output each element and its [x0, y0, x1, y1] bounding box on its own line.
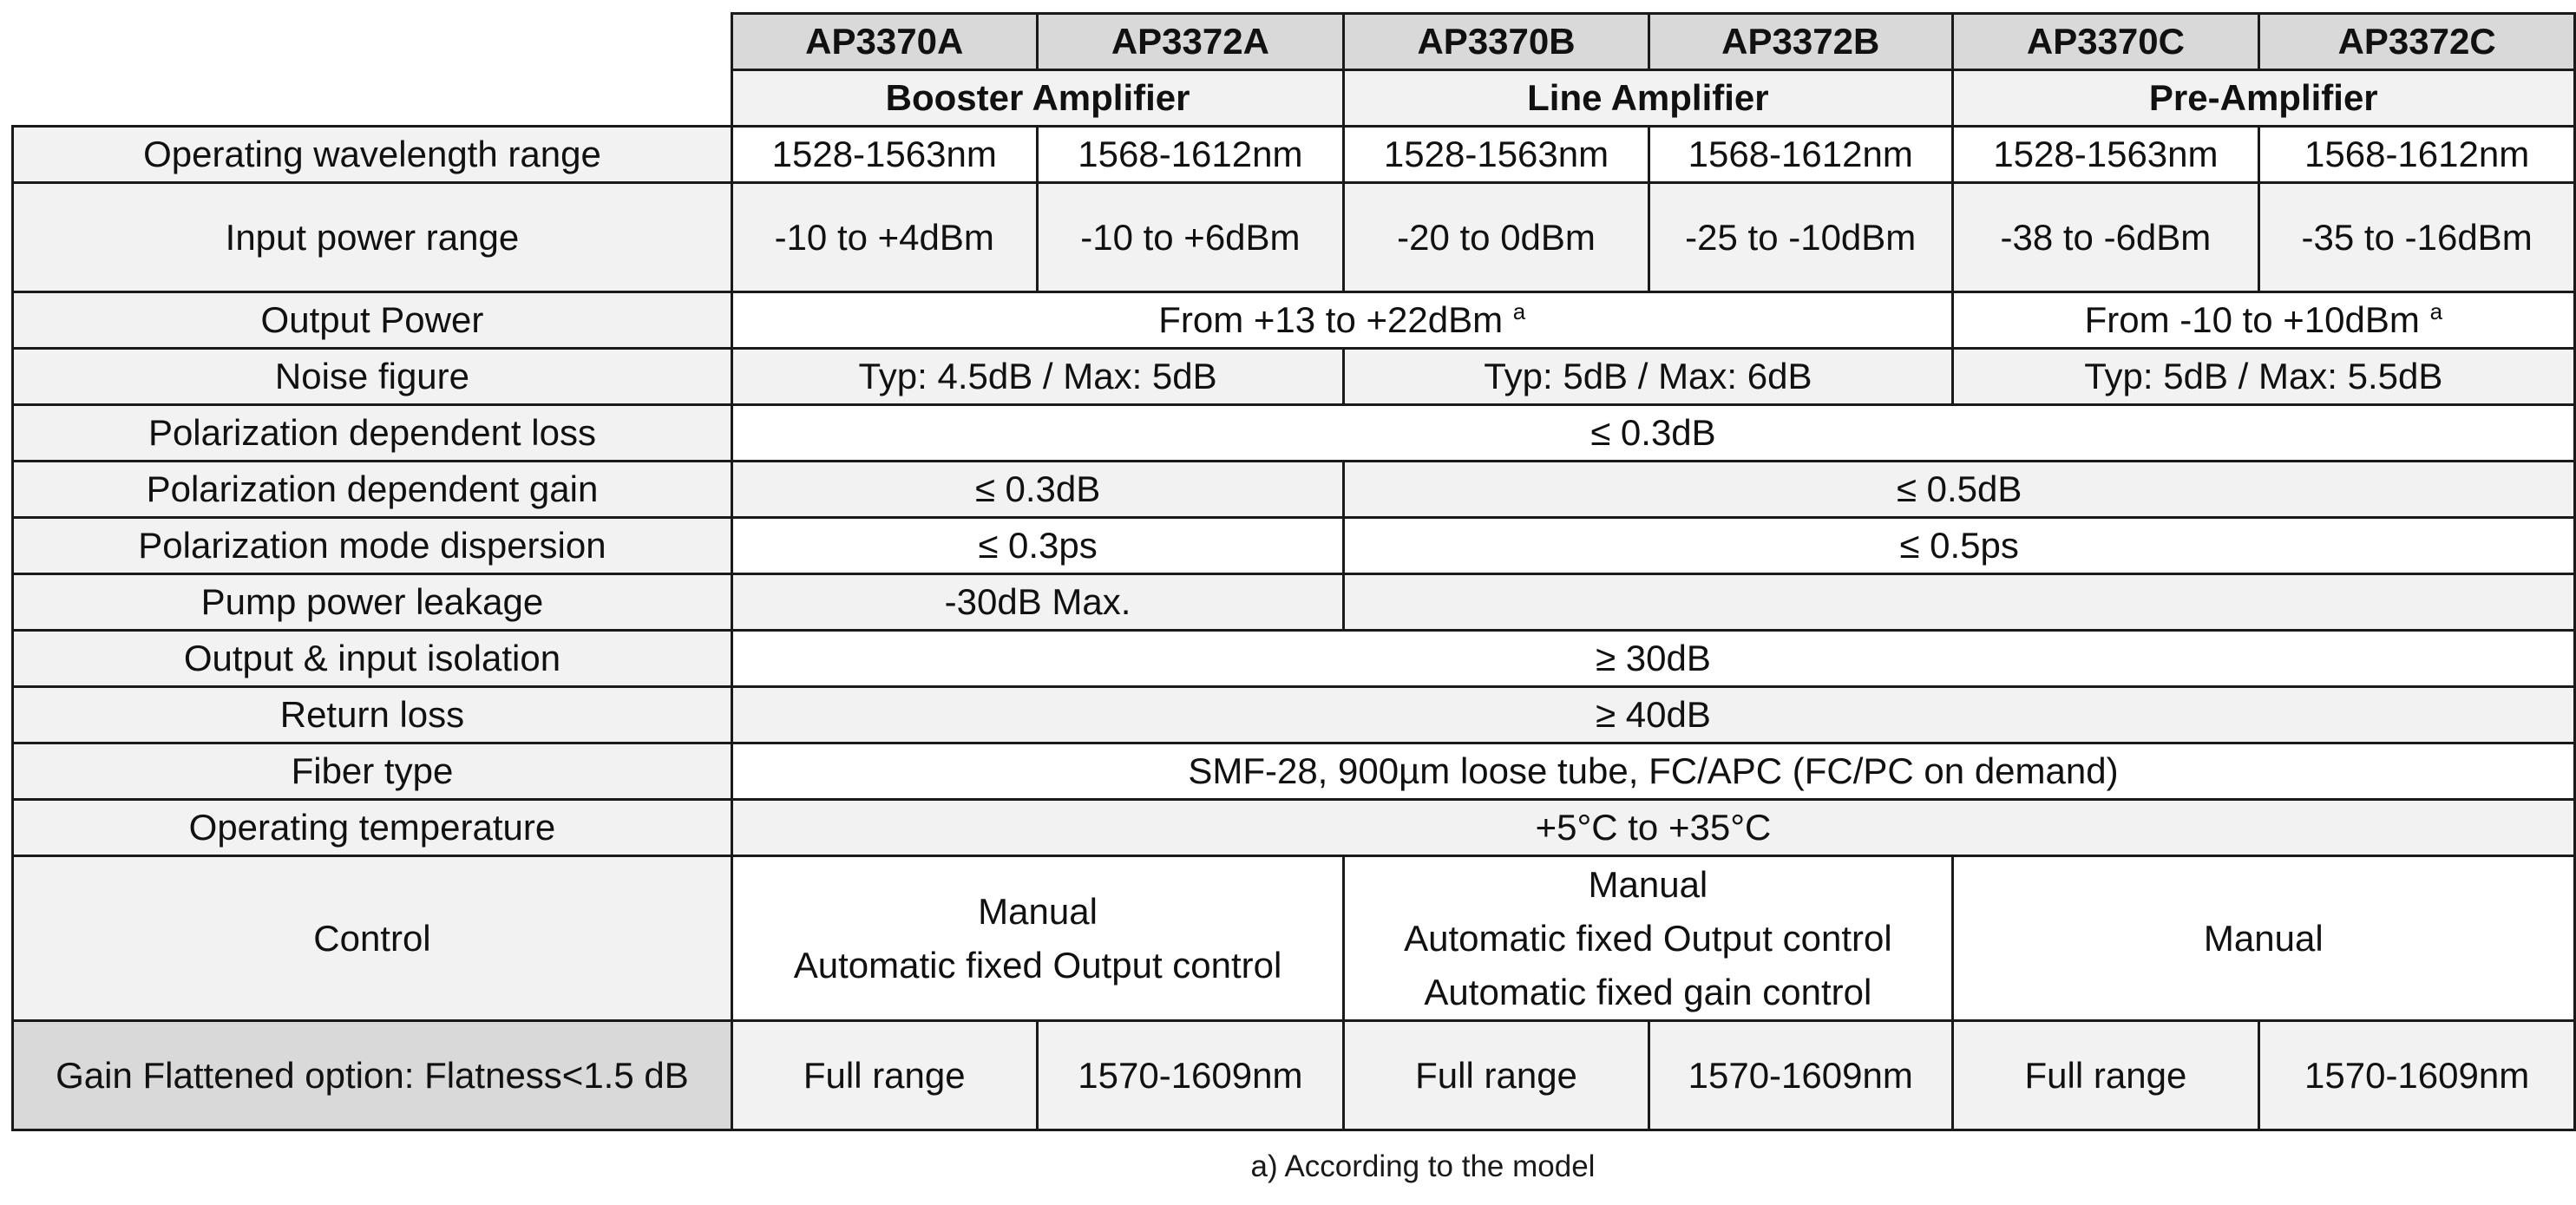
table-cell: 1570-1609nm — [1037, 1021, 1344, 1130]
table-cell: 1570-1609nm — [2259, 1021, 2575, 1130]
table-cell: -10 to +6dBm — [1037, 183, 1344, 292]
control-line: Manual — [1588, 863, 1708, 905]
table-cell: -10 to +4dBm — [731, 183, 1037, 292]
parameter-label: Polarization dependent gain — [13, 462, 732, 518]
model-header: AP3372A — [1037, 14, 1344, 70]
group-header-row — [13, 70, 2575, 127]
table-cell: ≥ 30dB — [731, 631, 2574, 687]
table-cell: ≤ 0.3dB — [731, 405, 2574, 462]
table-cell: 1528-1563nm — [1952, 127, 2259, 183]
parameter-label: Output & input isolation — [13, 631, 732, 687]
table-cell — [1952, 292, 2574, 349]
table-cell: +5°C to +35°C — [731, 800, 2574, 856]
table-cell — [731, 856, 1343, 1021]
table-cell: 1568-1612nm — [1649, 127, 1952, 183]
parameter-label: Operating temperature — [13, 800, 732, 856]
model-header: AP3370A — [731, 14, 1037, 70]
table-row — [13, 631, 2575, 687]
group-header-line: Line Amplifier — [1344, 70, 1952, 127]
table-cell: 1528-1563nm — [1344, 127, 1649, 183]
parameter-label: Pump power leakage — [13, 574, 732, 631]
model-header: AP3370C — [1952, 14, 2259, 70]
specifications-table — [11, 12, 2576, 1131]
table-corner — [13, 70, 732, 127]
table-row — [13, 518, 2575, 574]
table-row — [13, 574, 2575, 631]
table-row — [13, 462, 2575, 518]
control-line: Automatic fixed gain control — [1424, 971, 1872, 1012]
table-cell: ≤ 0.5ps — [1344, 518, 2575, 574]
table-cell: -20 to 0dBm — [1344, 183, 1649, 292]
control-line: Automatic fixed Output control — [1404, 917, 1892, 959]
output-power-value: From +13 to +22dBm — [1158, 299, 1504, 340]
parameter-label: Gain Flattened option: Flatness<1.5 dB — [13, 1021, 732, 1130]
footnote-marker: a — [1512, 298, 1526, 324]
parameter-label: Control — [13, 856, 732, 1021]
table-cell: -38 to -6dBm — [1952, 183, 2259, 292]
footnote: a) According to the model — [1250, 1149, 1596, 1183]
table-cell — [731, 292, 1952, 349]
parameter-label: Fiber type — [13, 743, 732, 800]
table-cell: 1528-1563nm — [731, 127, 1037, 183]
table-row — [13, 856, 2575, 1021]
table-row — [13, 687, 2575, 743]
table-cell — [1344, 574, 2575, 631]
model-header: AP3372B — [1649, 14, 1952, 70]
table-cell: 1568-1612nm — [1037, 127, 1344, 183]
table-cell: Typ: 5dB / Max: 6dB — [1344, 349, 1952, 405]
table-row — [13, 183, 2575, 292]
group-header-booster: Booster Amplifier — [731, 70, 1343, 127]
table-cell: Full range — [1952, 1021, 2259, 1130]
model-header: AP3372C — [2259, 14, 2575, 70]
table-cell: ≤ 0.5dB — [1344, 462, 2575, 518]
table-cell: -35 to -16dBm — [2259, 183, 2575, 292]
table-corner — [13, 14, 732, 70]
control-line: Automatic fixed Output control — [793, 944, 1282, 986]
table-cell: ≥ 40dB — [731, 687, 2574, 743]
table-cell: -25 to -10dBm — [1649, 183, 1952, 292]
group-header-pre: Pre-Amplifier — [1952, 70, 2574, 127]
table-row — [13, 292, 2575, 349]
parameter-label: Noise figure — [13, 349, 732, 405]
parameter-label: Polarization mode dispersion — [13, 518, 732, 574]
control-line: Manual — [2203, 917, 2324, 959]
table-cell: 1570-1609nm — [1649, 1021, 1952, 1130]
parameter-label: Return loss — [13, 687, 732, 743]
table-row — [13, 127, 2575, 183]
model-header: AP3370B — [1344, 14, 1649, 70]
table-row — [13, 800, 2575, 856]
table-cell: Full range — [1344, 1021, 1649, 1130]
table-row — [13, 1021, 2575, 1130]
control-line: Manual — [978, 890, 1098, 932]
output-power-value: From -10 to +10dBm — [2084, 299, 2420, 340]
table-cell: ≤ 0.3dB — [731, 462, 1343, 518]
footnote-marker: a — [2429, 298, 2443, 324]
table-cell: Full range — [731, 1021, 1037, 1130]
table-row — [13, 349, 2575, 405]
table-cell — [1952, 856, 2574, 1021]
table-cell: 1568-1612nm — [2259, 127, 2575, 183]
parameter-label: Operating wavelength range — [13, 127, 732, 183]
parameter-label: Output Power — [13, 292, 732, 349]
table-cell: -30dB Max. — [731, 574, 1343, 631]
table-cell: Typ: 5dB / Max: 5.5dB — [1952, 349, 2574, 405]
parameter-label: Input power range — [13, 183, 732, 292]
table-row — [13, 743, 2575, 800]
table-row — [13, 405, 2575, 462]
table-cell: Typ: 4.5dB / Max: 5dB — [731, 349, 1343, 405]
model-header-row — [13, 14, 2575, 70]
table-cell: ≤ 0.3ps — [731, 518, 1343, 574]
table-cell — [1344, 856, 1952, 1021]
table-cell: SMF-28, 900µm loose tube, FC/APC (FC/PC on demand) — [731, 743, 2574, 800]
parameter-label: Polarization dependent loss — [13, 405, 732, 462]
